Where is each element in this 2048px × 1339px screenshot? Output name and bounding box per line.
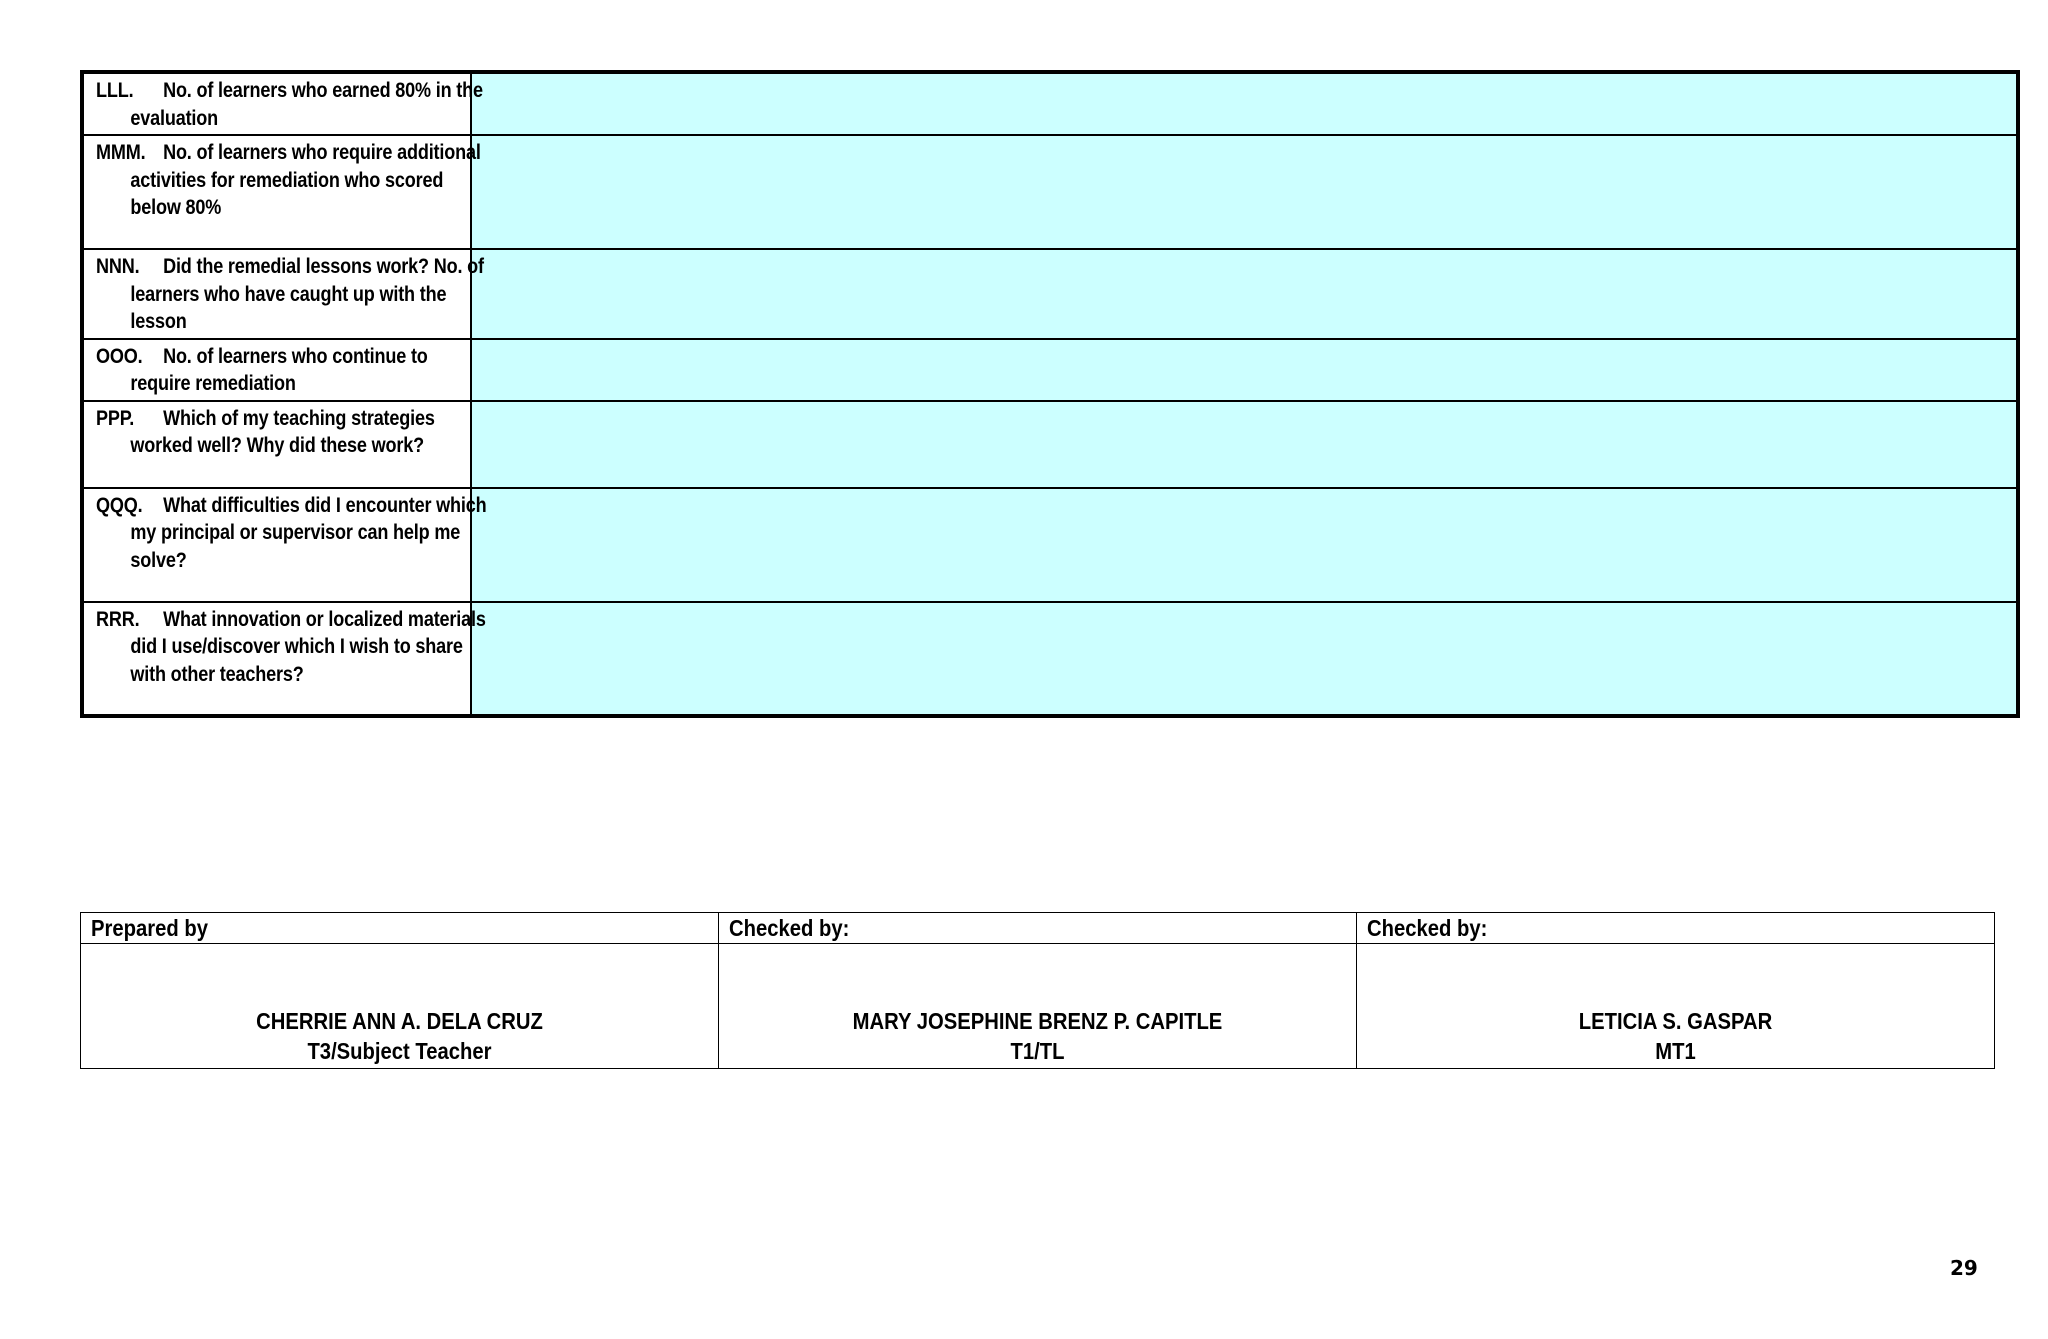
signatory-title: MT1 — [1655, 1038, 1696, 1064]
answer-cell[interactable] — [471, 249, 2018, 339]
heading-text: Checked by: — [1367, 915, 1488, 941]
reflection-row-qqq — [82, 488, 2018, 602]
signatory-name: LETICIA S. GASPAR — [1578, 1008, 1773, 1034]
reflection-row-nnn — [82, 249, 2018, 339]
question-letter: RRR. — [96, 607, 140, 631]
question-cell — [82, 249, 484, 339]
reflection-table — [80, 70, 2020, 718]
question-letter: PPP. — [96, 406, 135, 430]
answer-cell[interactable] — [471, 401, 2018, 488]
signature-block — [1357, 944, 1995, 1069]
checked-by-heading — [719, 913, 1357, 944]
question-text: Which of my teaching strategies worked well? Why did these work? — [130, 406, 435, 457]
question-cell — [82, 602, 486, 716]
signatory-name: MARY JOSEPHINE BRENZ P. CAPITLE — [852, 1008, 1223, 1034]
prepared-by-heading — [81, 913, 719, 944]
checked-by-heading — [1357, 913, 1995, 944]
answer-cell[interactable] — [471, 339, 2018, 401]
question-text: Did the remedial lessons work? No. of learners who have caught up with the lesson — [130, 255, 484, 333]
question-letter: QQQ. — [96, 493, 143, 517]
page-number: 29 — [1950, 1256, 1978, 1280]
question-text: No. of learners who require additional activities for remediation who scored below 80% — [130, 141, 481, 219]
question-text: What innovation or localized materials did I use/discover which I wish to share with other teachers? — [130, 607, 486, 686]
answer-cell[interactable] — [471, 488, 2018, 602]
answer-cell[interactable] — [471, 135, 2018, 249]
heading-text: Prepared by — [91, 915, 208, 941]
question-text: No. of learners who earned 80% in the evaluation — [130, 79, 483, 130]
answer-cell[interactable] — [471, 72, 2018, 135]
signature-table — [80, 912, 1995, 1069]
signature-block — [719, 944, 1357, 1069]
heading-text: Checked by: — [729, 915, 850, 941]
question-cell — [82, 72, 483, 135]
question-cell — [82, 135, 481, 249]
question-letter: LLL. — [96, 79, 134, 102]
question-cell — [82, 488, 487, 602]
question-text: What difficulties did I encounter which my principal or supervisor can help me solve? — [130, 493, 487, 572]
question-cell — [82, 401, 471, 488]
reflection-row-rrr — [82, 602, 2018, 716]
question-letter: OOO. — [96, 344, 143, 368]
question-letter: MMM. — [96, 141, 146, 164]
question-text: No. of learners who continue to require remediation — [130, 344, 428, 395]
signatory-name: CHERRIE ANN A. DELA CRUZ — [256, 1008, 543, 1034]
signature-heading-row — [81, 913, 1995, 944]
signature-body-row — [81, 944, 1995, 1069]
answer-cell[interactable] — [471, 602, 2018, 716]
reflection-row-ooo — [82, 339, 2018, 401]
signatory-title: T3/Subject Teacher — [307, 1038, 492, 1064]
reflection-row-ppp — [82, 401, 2018, 488]
signature-block — [81, 944, 719, 1069]
reflection-row-mmm — [82, 135, 2018, 249]
signatory-title: T1/TL — [1010, 1038, 1065, 1064]
question-cell — [82, 339, 471, 401]
reflection-row-lll — [82, 72, 2018, 135]
question-letter: NNN. — [96, 255, 140, 278]
